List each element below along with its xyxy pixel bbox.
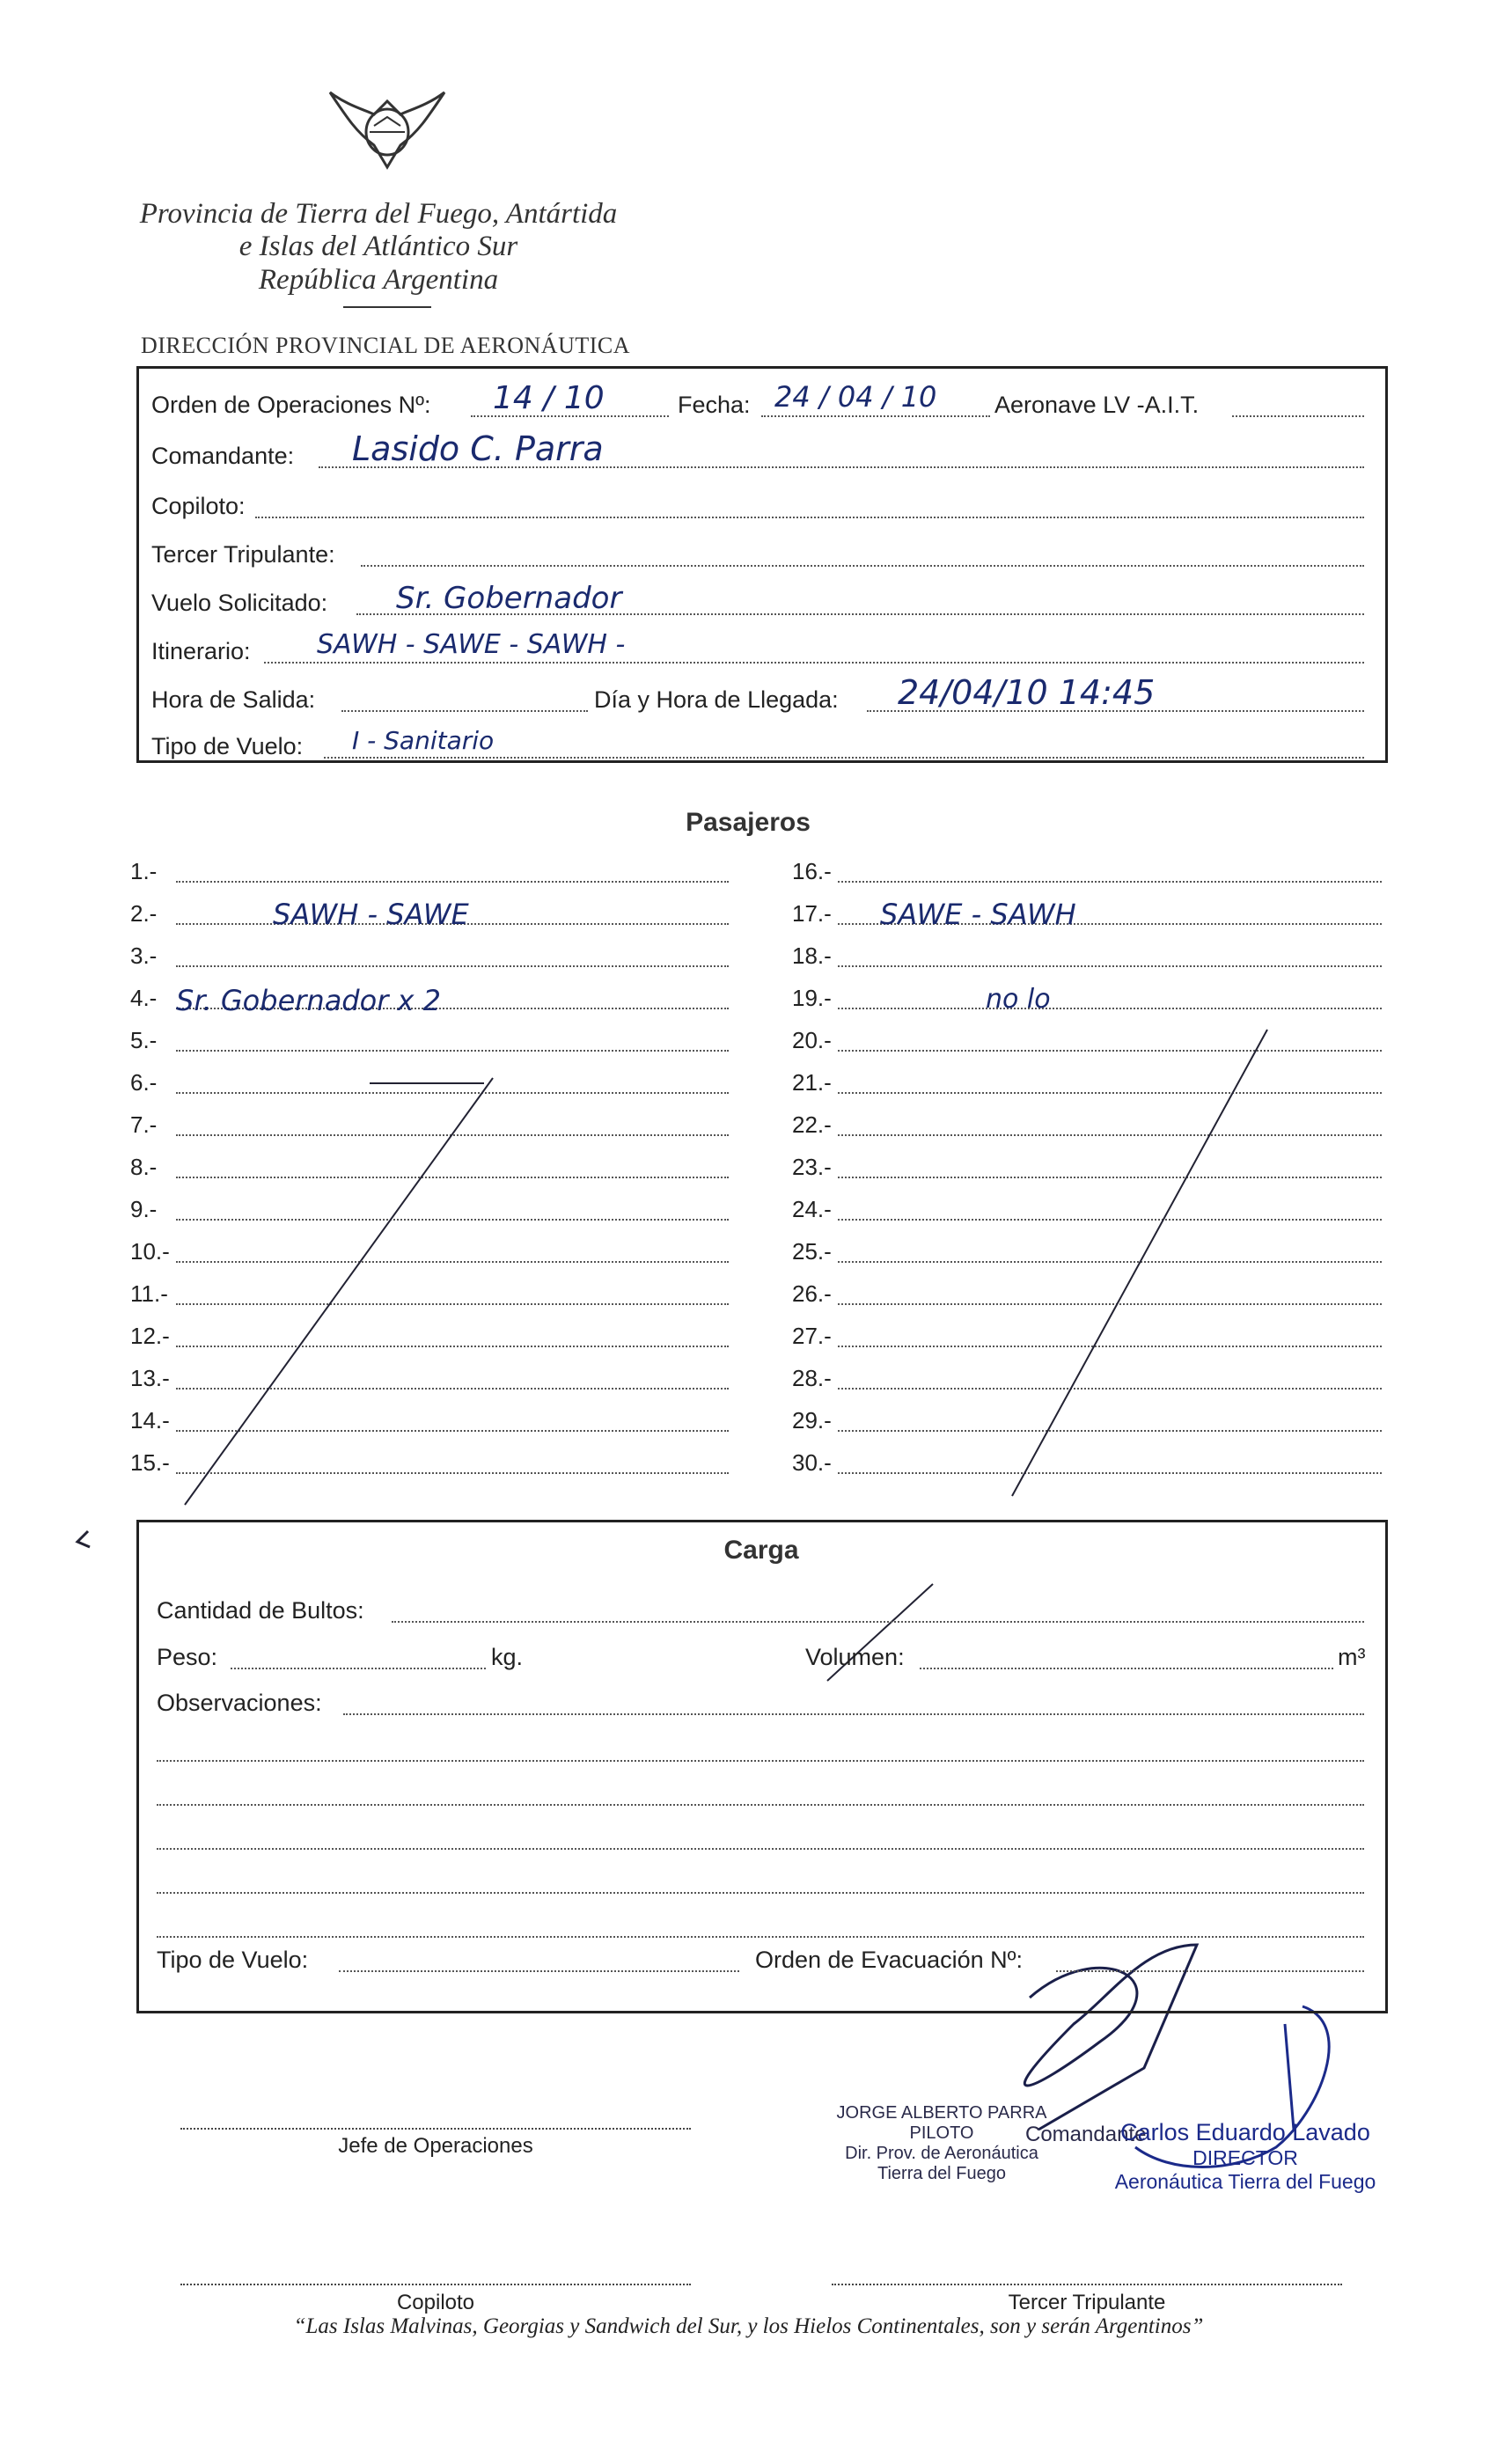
stamp-parra-place: Tierra del Fuego: [877, 2164, 1006, 2183]
obs-label: Observaciones:: [157, 1690, 322, 1716]
pasajero-number: 3.-: [130, 942, 158, 969]
copiloto-sigline: [180, 2284, 691, 2285]
bultos-label: Cantidad de Bultos:: [157, 1597, 364, 1624]
direccion-title: DIRECCIÓN PROVINCIAL DE AERONÁUTICA: [141, 333, 631, 358]
pasajero-number: 1.-: [130, 858, 158, 884]
pasajero-number: 16.-: [792, 858, 832, 884]
copiloto-label: Copiloto:: [151, 493, 246, 519]
motto: “Las Islas Malvinas, Georgias y Sandwich del Sur, y los Hielos Continentales, son y serán Argentinos”: [293, 2314, 1204, 2338]
pasajero-number: 13.-: [130, 1365, 170, 1391]
province-line-2: e Islas del Atlántico Sur: [238, 231, 518, 262]
orden-label: Orden de Operaciones Nº:: [151, 392, 431, 418]
pasajero-number: 17.-: [792, 900, 832, 927]
obs-line-3: [157, 1804, 1364, 1806]
pasajero-number: 21.-: [792, 1069, 832, 1096]
pasajero-number: 5.-: [130, 1027, 158, 1053]
pasajero-number: 12.-: [130, 1323, 170, 1349]
province-line-3: República Argentina: [258, 264, 499, 296]
carga-title: Carga: [723, 1536, 799, 1565]
aeronave-label: Aeronave LV -A.I.T.: [994, 392, 1200, 418]
stamp-parra-org: Dir. Prov. de Aeronáutica: [845, 2144, 1038, 2163]
obs-line-6: [157, 1936, 1364, 1938]
pasajero-number: 10.-: [130, 1238, 170, 1265]
obs-line-4: [157, 1848, 1364, 1850]
obs-line-2: [157, 1760, 1364, 1762]
comandante-label: Comandante:: [151, 443, 295, 469]
stamp-lavado: [1096, 2119, 1395, 2194]
comandante-value: Lasido C. Parra: [352, 429, 604, 468]
pasajero-number: 8.-: [130, 1154, 158, 1180]
pasajero-number: 25.-: [792, 1238, 832, 1265]
pasajero-number: 19.-: [792, 985, 832, 1011]
copiloto-caption: Copiloto: [396, 2291, 475, 2314]
carga-box: [136, 1520, 1388, 2013]
fecha-value: 24 / 04 / 10: [774, 380, 937, 414]
province-line-1: Provincia de Tierra del Fuego, Antártida: [139, 198, 618, 230]
pasajero-number: 2.-: [130, 900, 158, 927]
orden-value: 14 / 10: [493, 380, 605, 416]
pasajero-19-entry: no lo: [986, 984, 1051, 1015]
pasajero-2-entry: SAWH - SAWE: [273, 898, 469, 931]
pasajero-number: 18.-: [792, 942, 832, 969]
stamp-lavado-org: Aeronáutica Tierra del Fuego: [1114, 2170, 1376, 2193]
pasajero-number: 7.-: [130, 1111, 158, 1138]
pasajero-number: 6.-: [130, 1069, 158, 1096]
salida-label: Hora de Salida:: [151, 686, 316, 713]
peso-line: [231, 1668, 486, 1669]
pasajero-4-entry: Sr. Gobernador x 2: [176, 984, 441, 1017]
vuelo-value: Sr. Gobernador: [396, 581, 622, 616]
pasajero-number: 28.-: [792, 1365, 832, 1391]
vuelo-label: Vuelo Solicitado:: [151, 590, 328, 616]
llegada-value: 24/04/10 14:45: [898, 673, 1156, 712]
itinerario-label: Itinerario:: [151, 638, 251, 664]
pasajero-number: 9.-: [130, 1196, 158, 1222]
tipo-value: I - Sanitario: [352, 726, 495, 755]
pasajero-number: 26.-: [792, 1280, 832, 1307]
pasajero-number: 27.-: [792, 1323, 832, 1349]
bultos-line: [392, 1621, 1364, 1623]
llegada-label: Día y Hora de Llegada:: [594, 686, 839, 713]
jefe-sigline: [180, 2128, 691, 2130]
fecha-label: Fecha:: [678, 392, 751, 418]
stamp-lavado-name: Carlos Eduardo Lavado: [1120, 2119, 1370, 2145]
tipo-label: Tipo de Vuelo:: [151, 733, 304, 759]
pasajero-number: 24.-: [792, 1196, 832, 1222]
evac-line: [1056, 1970, 1364, 1972]
pasajero-number: 20.-: [792, 1027, 832, 1053]
kg-unit: kg.: [491, 1644, 524, 1670]
tercer-caption: Tercer Tripulante: [1008, 2291, 1166, 2314]
pasajero-number: 11.-: [130, 1280, 168, 1307]
volumen-label: Volumen:: [805, 1644, 905, 1670]
stamp-lavado-role: DIRECTOR: [1192, 2146, 1298, 2169]
pasajero-number: 4.-: [130, 985, 158, 1011]
stamp-parra-name: JORGE ALBERTO PARRA: [836, 2103, 1047, 2123]
pasajero-number: 22.-: [792, 1111, 832, 1138]
comandante-caption: Comandante: [1025, 2123, 1147, 2146]
obs-line-1: [343, 1713, 1364, 1715]
tercer-sigline: [832, 2284, 1342, 2285]
pasajero-17-entry: SAWE - SAWH: [880, 898, 1076, 931]
obs-line-5: [157, 1892, 1364, 1894]
carga-tipo-label: Tipo de Vuelo:: [157, 1947, 309, 1973]
m3-unit: m³: [1338, 1644, 1366, 1670]
pasajeros-title: Pasajeros: [686, 808, 811, 837]
jefe-caption: Jefe de Operaciones: [338, 2134, 533, 2158]
carga-tipo-line: [339, 1970, 739, 1972]
evac-label: Orden de Evacuación Nº:: [755, 1947, 1024, 1973]
pasajero-number: 23.-: [792, 1154, 832, 1180]
stamp-parra-role: PILOTO: [909, 2123, 974, 2143]
volumen-line: [920, 1668, 1333, 1669]
pasajero-number: 15.-: [130, 1449, 170, 1476]
peso-label: Peso:: [157, 1644, 218, 1670]
pasajero-number: 14.-: [130, 1407, 170, 1434]
tercer-label: Tercer Tripulante:: [151, 541, 335, 568]
itinerario-value: SAWH - SAWE - SAWH -: [317, 629, 626, 660]
pasajero-number: 29.-: [792, 1407, 832, 1434]
pasajero-number: 30.-: [792, 1449, 832, 1476]
